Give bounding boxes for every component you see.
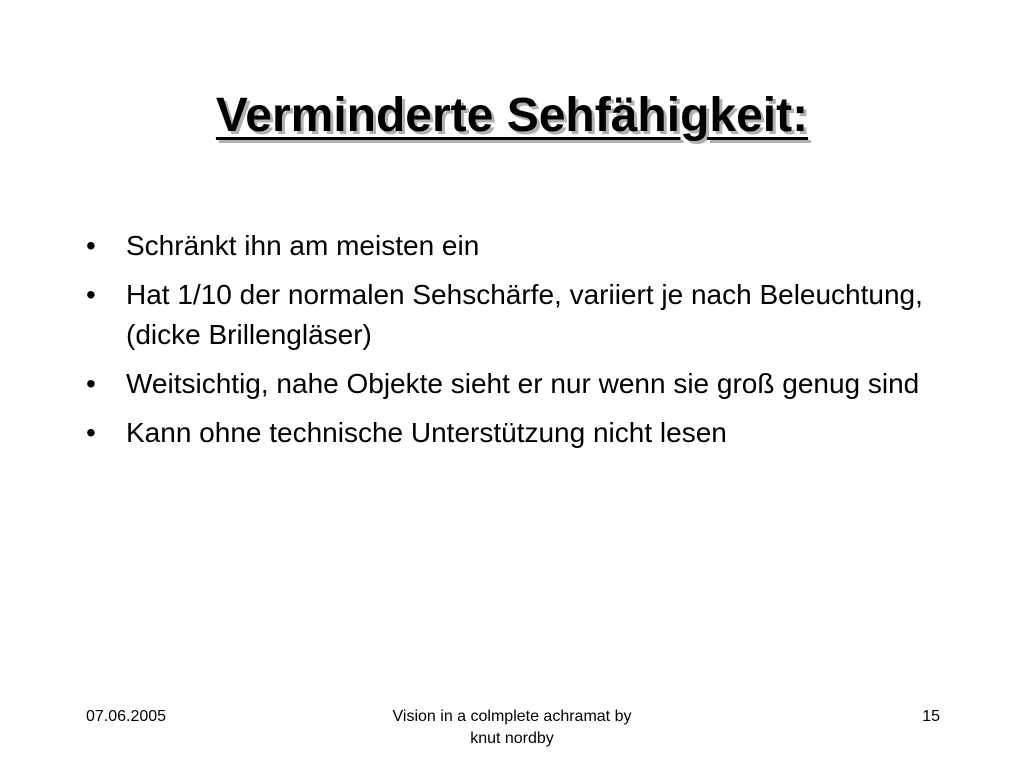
bullet-list (84, 226, 944, 462)
bullet-item (84, 413, 944, 453)
footer-caption-line: Vision in a colmplete achramat by (392, 708, 632, 725)
bullet-item (84, 226, 944, 266)
footer-caption-line: knut nordby (470, 730, 554, 747)
bullet-marker: • (86, 230, 96, 261)
bullet-text: Hat 1/10 der normalen Sehschärfe, variiert je nach Beleuchtung, (dicke Brillengläser) (126, 279, 923, 350)
bullet-item (84, 364, 944, 404)
footer-caption (312, 706, 712, 750)
slide-title-text: Verminderte Sehfähigkeit: (215, 89, 809, 142)
slide-title (0, 88, 1024, 143)
bullet-text: Weitsichtig, nahe Objekte sieht er nur wenn sie groß genug sind (126, 368, 920, 399)
bullet-text: Kann ohne technische Unterstützung nicht lesen (126, 417, 727, 448)
footer-date: 07.06.2005 (86, 708, 167, 725)
bullet-marker: • (86, 279, 96, 310)
bullet-marker: • (86, 368, 96, 399)
page-number: 15 (922, 708, 940, 725)
bullet-marker: • (86, 417, 96, 448)
bullet-text: Schränkt ihn am meisten ein (126, 230, 480, 261)
bullet-item (84, 275, 944, 355)
